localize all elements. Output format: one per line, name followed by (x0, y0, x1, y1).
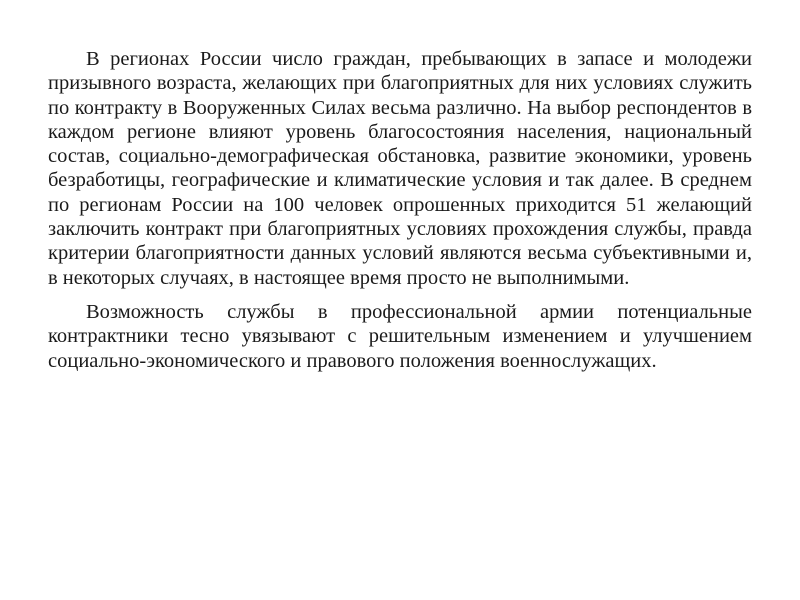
paragraph-2: Возможность службы в профессиональной армии потенциальные контрактники тесно увязывают с решительным изменением и улучшением социально-экономического и правового положения военнослужащих. (48, 300, 752, 372)
paragraph-1: В регионах России число граждан, пребывающих в запасе и молодежи призывного возраста, желающих при благоприятных для них условиях служить по контракту в Вооруженных Силах весьма различно. На выбор респондентов в каждом регионе влияют уровень благосостояния населения, национальный состав, социально-демографическая обстановка, развитие экономики, уровень безработицы, географические и климатические условия и так далее. В среднем по регионам России на 100 человек опрошенных приходится 51 желающий заключить контракт при благоприятных условиях прохождения службы, правда критерии благоприятности данных условий являются весьма субъективными и, в некоторых случаях, в настоящее время просто не выполнимыми. (48, 48, 752, 289)
text-block (48, 47, 752, 373)
